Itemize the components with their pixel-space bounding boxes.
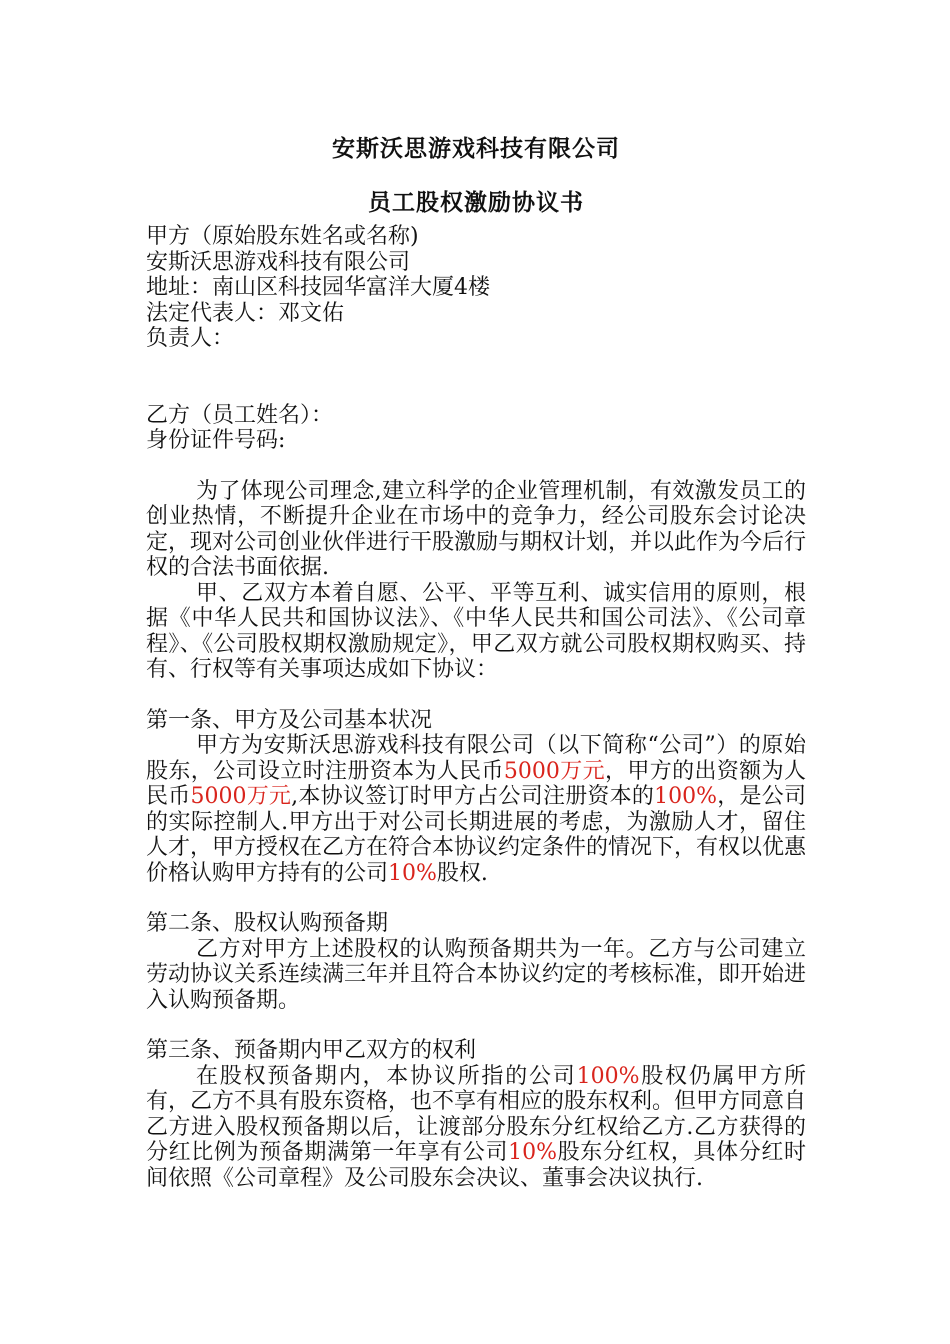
party-a-responsible: 负责人：: [146, 326, 235, 351]
article-3-text: 股权仍属甲方所有，乙方不具有股东资格，也不享有相应的股东权利。但甲方同意自乙方进入股权预备期以后，让渡部分股东分红权给乙方.乙方获得的分红比例为预备期满第一年享有公司: [146, 1063, 807, 1165]
spacer: [146, 352, 806, 403]
party-a-legal-rep: 法定代表人：邓文佑: [146, 300, 345, 326]
article-3-text: 在股权预备期内，本协议所指的公司: [196, 1063, 577, 1089]
spacer: [146, 886, 806, 911]
spacer: [146, 454, 806, 479]
article-3-body: [146, 1064, 806, 1192]
ownership-percent-value: 100%: [654, 784, 718, 809]
article-1-text: 甲方为安斯沃思游戏科技有限公司（以下简称“公司”）的原始股东，公司设立时注册资本为人民币: [146, 733, 806, 784]
article-1-heading: 第一条、甲方及公司基本状况: [146, 707, 433, 733]
article-1-body: [146, 733, 806, 886]
option-percent-value: 10%: [388, 860, 437, 886]
spacer: [146, 1013, 806, 1038]
party-a-block: [146, 224, 806, 352]
equity-percent-value: 100%: [576, 1063, 640, 1089]
party-a-name: 安斯沃思游戏科技有限公司: [146, 249, 411, 275]
article-2-body: 乙方对甲方上述股权的认购预备期共为一年。乙方与公司建立劳动协议关系连续满三年并且符合本协议约定的考核标准，即开始进入认购预备期。: [146, 936, 807, 1013]
article-3-heading: 第三条、预备期内甲乙双方的权利: [146, 1038, 477, 1063]
capital-contribution-value: 5000万元: [190, 784, 292, 809]
party-b-id-number: 身份证件号码:: [146, 428, 286, 453]
article-1-text: ，是公司的实际控制人.甲方出于对公司长期进展的考虑，为激励人才，留住人才，甲方授权在乙方在符合本协议约定条件的情况下，有权以优惠价格认购甲方持有的公司: [146, 784, 807, 886]
party-a-address: 地址：南山区科技园华富洋大厦4楼: [146, 275, 490, 300]
article-3-text: 股东分红权，具体分红时间依照《公司章程》及公司股东会决议、董事会决议执行.: [146, 1140, 806, 1191]
registered-capital-value: 5000万元: [503, 758, 606, 784]
spacer: [146, 683, 806, 708]
company-title: 安斯沃思游戏科技有限公司: [332, 135, 620, 162]
party-b-heading: 乙方（员工姓名）：: [146, 402, 334, 428]
article-1-text: 股权.: [436, 860, 488, 886]
article-1-text: ，甲方的出资额为人民币: [146, 758, 806, 809]
intro-paragraph-1: 为了体现公司理念,建立科学的企业管理机制，有效激发员工的创业热情，不断提升企业在市场中的竞争力，经公司股东会讨论决定，现对公司创业伙伴进行干股激励与期权计划，并以此作为今后行权的合法书面依据.: [146, 478, 807, 580]
intro-paragraph-2: 甲、乙双方本着自愿、公平、平等互利、诚实信用的原则，根据《中华人民共和国协议法》、《中华人民共和国公司法》、《公司章程》、《公司股权期权激励规定》，甲乙双方就公司股权期权购买、持有、行权等有关事项达成如下协议：: [146, 580, 806, 682]
article-1-text: ,本协议签订时甲方占公司注册资本的: [291, 784, 655, 809]
article-2-heading: 第二条、股权认购预备期: [146, 911, 389, 936]
agreement-title: 员工股权激励协议书: [368, 189, 584, 216]
party-b-block: [146, 403, 806, 454]
agreement-page: [146, 128, 806, 1191]
party-a-heading: 甲方（原始股东姓名或名称): [146, 224, 419, 249]
dividend-percent-value: 10%: [508, 1140, 558, 1165]
